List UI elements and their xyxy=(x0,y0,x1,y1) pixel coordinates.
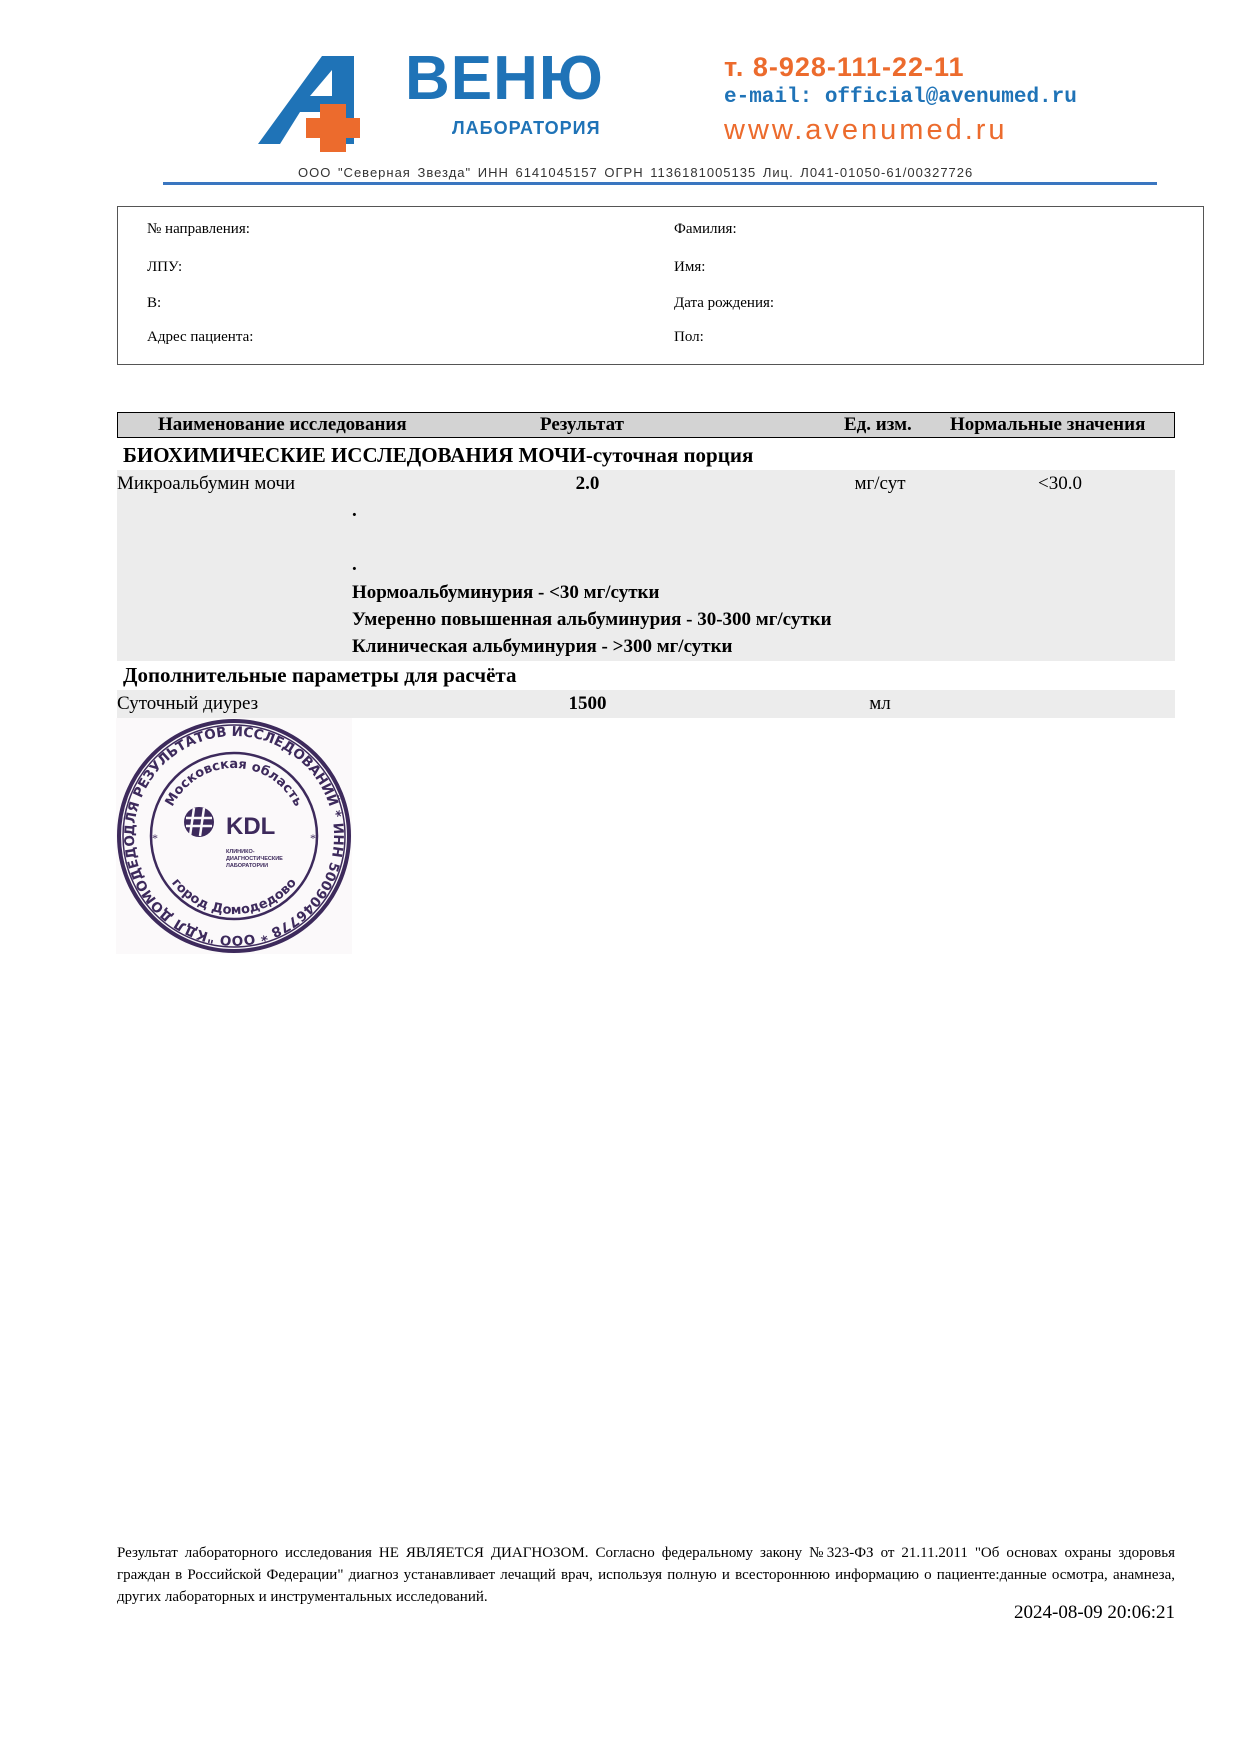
header-reference: Нормальные значения xyxy=(950,414,1146,435)
legal-info: ООО "Северная Звезда" ИНН 6141045157 ОГРН 1136181005135 Лиц. Л041-01050-61/00327726 xyxy=(298,165,974,180)
sex-label: Пол: xyxy=(674,329,704,345)
note-moderate-albuminuria: Умеренно повышенная альбуминурия - 30-300 мг/сутки xyxy=(352,609,832,630)
unit-microalbumin: мг/сут xyxy=(854,473,906,494)
svg-text:ДИАГНОСТИЧЕСКИЕ: ДИАГНОСТИЧЕСКИЕ xyxy=(226,856,283,862)
svg-text:город Домодедово: город Домодедово xyxy=(168,875,300,919)
section-title-biochemistry: БИОХИМИЧЕСКИЕ ИССЛЕДОВАНИЯ МОЧИ-суточная порция xyxy=(123,443,754,467)
patient-info-box xyxy=(117,206,1204,365)
reference-microalbumin: <30.0 xyxy=(1038,473,1082,494)
note-line: . xyxy=(352,500,357,521)
header-divider xyxy=(163,182,1157,185)
contact-phone: т. 8-928-111-22-11 xyxy=(724,52,965,82)
note-line: . xyxy=(352,554,357,575)
test-name-diuresis: Суточный диурез xyxy=(117,693,259,714)
svg-text:ДЛЯ РЕЗУЛЬТАТОВ ИССЛЕДОВАНИЙ *: ДЛЯ РЕЗУЛЬТАТОВ ИССЛЕДОВАНИЙ * ИНН 5009046778 * ООО "КДЛ ДОМОДЕДО xyxy=(121,723,347,949)
unit-diuresis: мл xyxy=(869,693,891,714)
results-table-header xyxy=(117,412,1175,438)
contact-website: www.avenumed.ru xyxy=(724,114,1008,146)
header-test-name: Наименование исследования xyxy=(158,414,407,435)
patient-address-label: Адрес пациента: xyxy=(147,329,254,345)
table-row xyxy=(117,470,1175,661)
first-name-label: Имя: xyxy=(674,259,706,275)
section-title-additional: Дополнительные параметры для расчёта xyxy=(123,663,517,687)
svg-text:*: * xyxy=(310,831,316,845)
brand-title: ВЕНЮ xyxy=(405,44,604,113)
header-unit: Ед. изм. xyxy=(844,414,912,435)
disclaimer-text: Результат лабораторного исследования НЕ ЯВЛЯЕТСЯ ДИАГНОЗОМ. Согласно федеральному закону №323-ФЗ от 21.11.2011 "Об основах охраны здоровья граждан в Российской Федерации" диагноз устанавливает лечащий врач, используя полную и всестороннюю информацию о пациенте:данные осмотра, анамнеза, других лабораторных и инструментальных исследований. xyxy=(117,1545,1175,1605)
svg-text:ЛАБОРАТОРИИ: ЛАБОРАТОРИИ xyxy=(226,863,269,869)
report-timestamp: 2024-08-09 20:06:21 xyxy=(1014,1602,1175,1623)
birth-date-label: Дата рождения: xyxy=(674,295,775,311)
lpu-label: ЛПУ: xyxy=(147,259,183,275)
table-row xyxy=(117,690,1175,718)
contact-email: e-mail: official@avenumed.ru xyxy=(724,86,1077,109)
svg-text:*: * xyxy=(152,831,158,845)
svg-text:Московская область: Московская область xyxy=(162,756,306,809)
header-result: Результат xyxy=(540,414,624,435)
note-clinical-albuminuria: Клиническая альбуминурия - >300 мг/сутки xyxy=(352,636,733,657)
svg-text:KDL: KDL xyxy=(226,813,276,840)
brand-subtitle: ЛАБОРАТОРИЯ xyxy=(452,118,601,138)
referral-number-label: № направления: xyxy=(147,221,250,237)
result-microalbumin: 2.0 xyxy=(575,473,600,494)
surname-label: Фамилия: xyxy=(674,221,737,237)
result-diuresis: 1500 xyxy=(568,693,607,714)
test-name-microalbumin: Микроальбумин мочи xyxy=(117,473,296,494)
note-normoalbuminuria: Нормоальбуминурия - <30 мг/сутки xyxy=(352,582,660,603)
svg-text:КЛИНИКО-: КЛИНИКО- xyxy=(226,849,255,855)
kdl-stamp-icon xyxy=(116,718,352,954)
avenu-logo-icon xyxy=(258,52,400,152)
v-label: В: xyxy=(147,295,162,311)
